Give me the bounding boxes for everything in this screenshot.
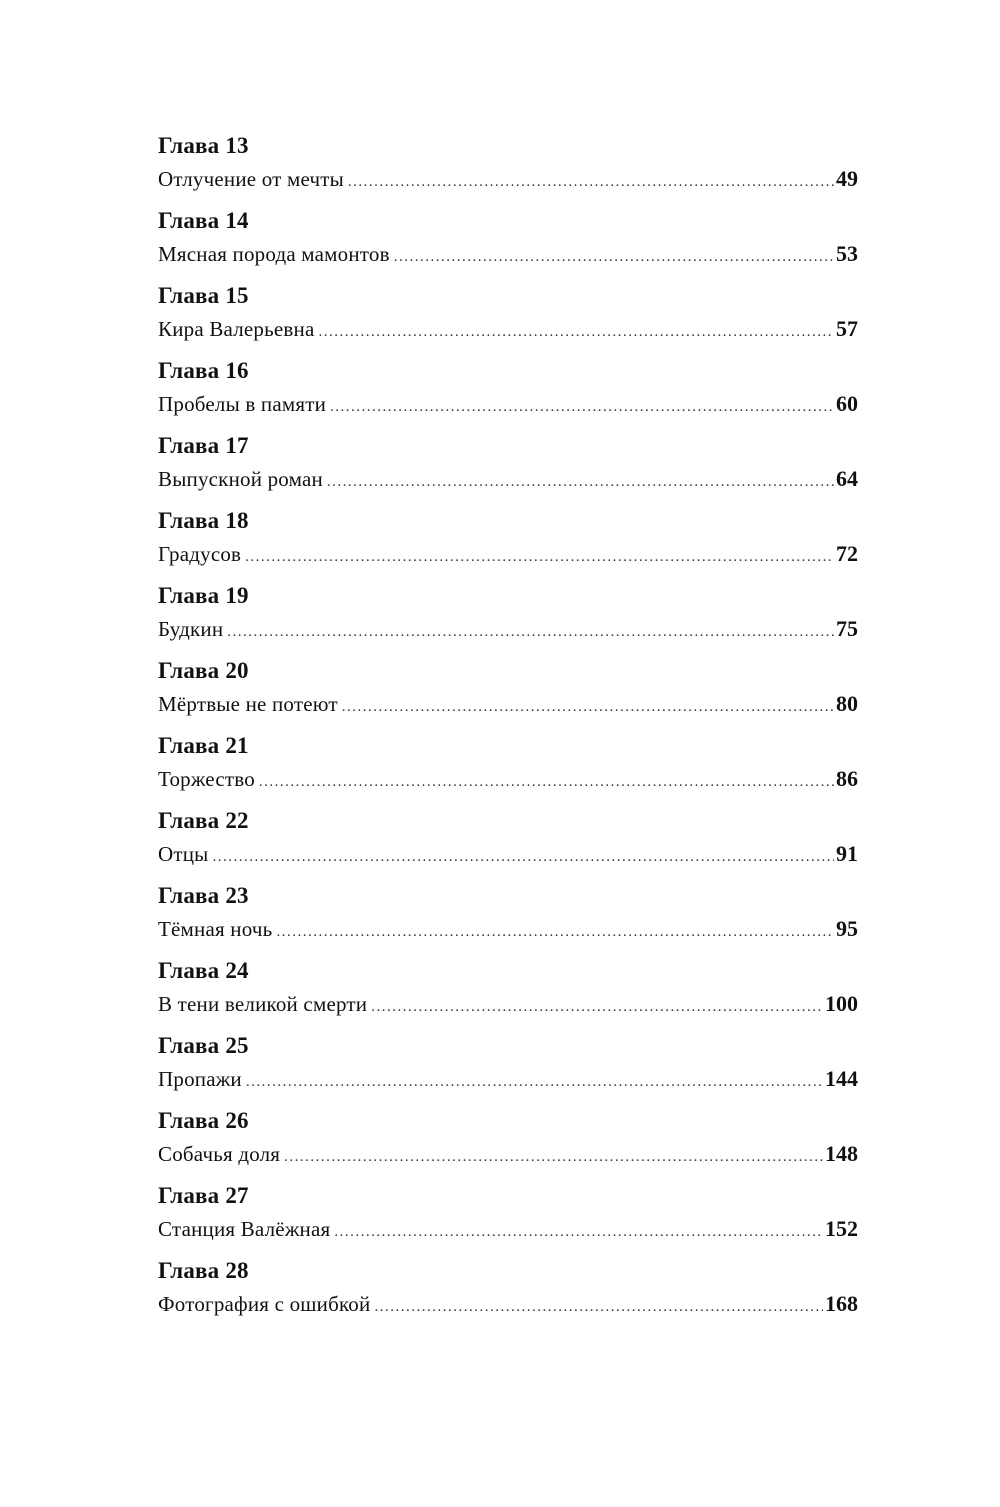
chapter-title: Будкин [158, 617, 224, 641]
chapter-title: Мясная порода мамонтов [158, 242, 390, 266]
dot-leader [284, 1141, 823, 1173]
toc-entry-21 [158, 731, 858, 806]
chapter-heading: Глава 25 [158, 1033, 249, 1058]
page-number: 168 [825, 1291, 858, 1316]
chapter-heading: Глава 20 [158, 658, 249, 683]
chapter-title: Станция Валёжная [158, 1217, 331, 1241]
toc-line [158, 463, 858, 495]
toc-entry-14 [158, 206, 858, 281]
page-number: 152 [825, 1216, 858, 1241]
toc-entry-13 [158, 131, 858, 206]
dot-leader [227, 616, 834, 648]
dot-leader [276, 916, 834, 948]
page-number: 80 [836, 691, 858, 716]
toc-entry-26 [158, 1106, 858, 1181]
chapter-title: Тёмная ночь [158, 917, 273, 941]
dot-leader [394, 241, 834, 273]
chapter-heading: Глава 24 [158, 958, 249, 983]
toc-line [158, 163, 858, 195]
page-number: 53 [836, 241, 858, 266]
chapter-heading: Глава 23 [158, 883, 249, 908]
page-number: 60 [836, 391, 858, 416]
toc-entry-17 [158, 431, 858, 506]
toc-line [158, 763, 858, 795]
chapter-title: Пропажи [158, 1067, 242, 1091]
chapter-title: Градусов [158, 542, 242, 566]
chapter-heading: Глава 18 [158, 508, 249, 533]
table-of-contents [158, 131, 858, 1331]
toc-entry-27 [158, 1181, 858, 1256]
chapter-heading: Глава 15 [158, 283, 249, 308]
toc-line [158, 1213, 858, 1245]
page-number: 95 [836, 916, 858, 941]
chapter-title: Кира Валерьевна [158, 317, 315, 341]
toc-entry-22 [158, 806, 858, 881]
toc-line [158, 313, 858, 345]
chapter-heading: Глава 14 [158, 208, 249, 233]
chapter-title: Отлучение от мечты [158, 167, 344, 191]
chapter-title: Собачья доля [158, 1142, 281, 1166]
page-number: 148 [825, 1141, 858, 1166]
toc-line [158, 613, 858, 645]
page-number: 86 [836, 766, 858, 791]
chapter-heading: Глава 21 [158, 733, 249, 758]
dot-leader [259, 766, 834, 798]
chapter-title: В тени великой смерти [158, 992, 368, 1016]
toc-line [158, 1138, 858, 1170]
chapter-title: Фотография с ошибкой [158, 1292, 371, 1316]
chapter-title: Мёртвые не потеют [158, 692, 338, 716]
chapter-heading: Глава 17 [158, 433, 249, 458]
chapter-heading: Глава 26 [158, 1108, 249, 1133]
toc-entry-23 [158, 881, 858, 956]
page-number: 64 [836, 466, 858, 491]
toc-entry-16 [158, 356, 858, 431]
page-number: 75 [836, 616, 858, 641]
toc-line [158, 1288, 858, 1320]
toc-entry-20 [158, 656, 858, 731]
toc-entry-24 [158, 956, 858, 1031]
toc-line [158, 838, 858, 870]
toc-line [158, 913, 858, 945]
dot-leader [334, 1216, 823, 1248]
dot-leader [319, 316, 834, 348]
page-number: 91 [836, 841, 858, 866]
dot-leader [342, 691, 834, 723]
toc-entry-19 [158, 581, 858, 656]
page-number: 72 [836, 541, 858, 566]
chapter-heading: Глава 16 [158, 358, 249, 383]
page-number: 100 [825, 991, 858, 1016]
chapter-title: Отцы [158, 842, 209, 866]
toc-line [158, 538, 858, 570]
page-number: 57 [836, 316, 858, 341]
toc-line [158, 688, 858, 720]
toc-entry-28 [158, 1256, 858, 1331]
page-number: 144 [825, 1066, 858, 1091]
dot-leader [246, 1066, 823, 1098]
toc-line [158, 988, 858, 1020]
chapter-heading: Глава 27 [158, 1183, 249, 1208]
dot-leader [330, 391, 834, 423]
chapter-heading: Глава 13 [158, 133, 249, 158]
toc-line [158, 1063, 858, 1095]
toc-entry-25 [158, 1031, 858, 1106]
chapter-title: Выпускной роман [158, 467, 323, 491]
chapter-heading: Глава 28 [158, 1258, 249, 1283]
chapter-heading: Глава 19 [158, 583, 249, 608]
chapter-title: Пробелы в памяти [158, 392, 327, 416]
toc-line [158, 388, 858, 420]
dot-leader [327, 466, 834, 498]
toc-entry-18 [158, 506, 858, 581]
dot-leader [245, 541, 834, 573]
dot-leader [348, 166, 834, 198]
dot-leader [371, 991, 823, 1023]
dot-leader [213, 841, 835, 873]
dot-leader [374, 1291, 823, 1323]
toc-line [158, 238, 858, 270]
page-number: 49 [836, 166, 858, 191]
chapter-heading: Глава 22 [158, 808, 249, 833]
chapter-title: Торжество [158, 767, 255, 791]
toc-entry-15 [158, 281, 858, 356]
